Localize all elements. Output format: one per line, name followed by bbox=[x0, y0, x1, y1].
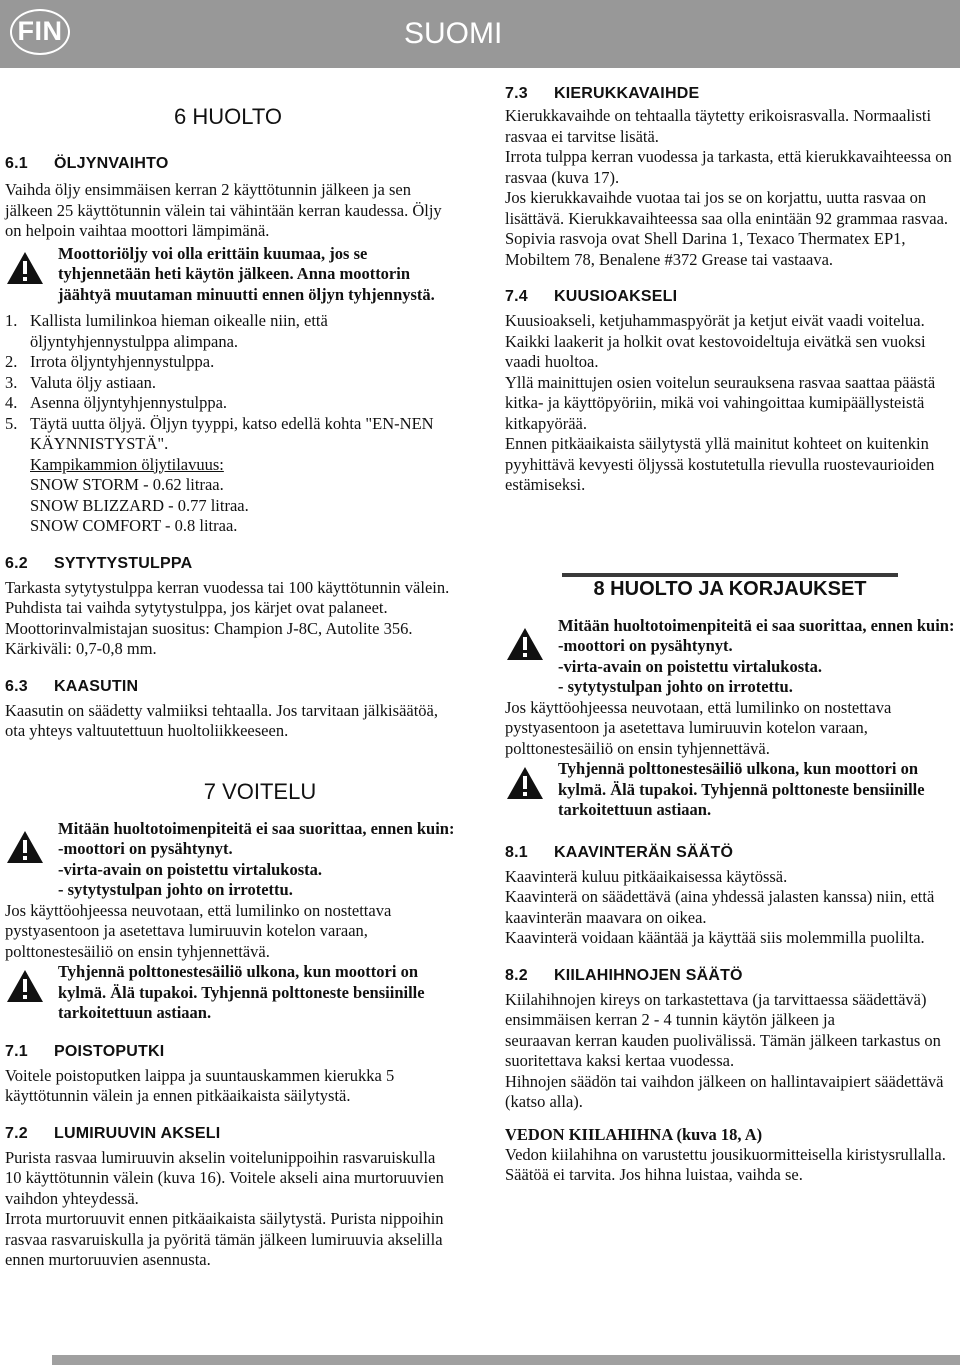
left-column bbox=[5, 82, 455, 1271]
list-item bbox=[5, 393, 455, 414]
warning-icon bbox=[5, 250, 45, 286]
step-text: Kallista lumilinkoa hieman oikealle niin, että öljyntyhjennystulppa alimpana. bbox=[30, 311, 328, 351]
warning-text: -moottori on pysähtynyt. bbox=[58, 839, 233, 858]
list-item bbox=[5, 414, 455, 455]
oil-change-steps bbox=[5, 311, 455, 455]
footer-bar bbox=[52, 1355, 960, 1365]
step-number: 2. bbox=[5, 352, 18, 371]
section-8-2-heading: 8.2 KIILAHIHNOJEN SÄÄTÖ bbox=[505, 966, 743, 984]
capacity-item: SNOW STORM - 0.62 litraa. bbox=[30, 475, 224, 494]
right-column bbox=[505, 84, 955, 1186]
language-badge: FIN bbox=[10, 9, 70, 55]
section-6-3-heading: 6.3 KAASUTIN bbox=[5, 677, 139, 695]
paragraph: Ennen pitkäaikaista säilytystä yllä mainitut kohteet on kuitenkin pyyhittävä kevyesti öljyssä kostutetulla rievulla ruostevaurioiden estämiseksi. bbox=[505, 434, 935, 494]
warning-icon bbox=[5, 829, 45, 865]
step-number: 4. bbox=[5, 393, 18, 412]
paragraph: Voitele poistoputken laippa ja suuntauskammen kierukka 5 käyttötunnin välein ja ennen pitkäaikaista säilytystä. bbox=[5, 1065, 395, 1105]
language-title: SUOMI bbox=[404, 17, 503, 50]
warning-icon bbox=[505, 765, 545, 801]
list-item bbox=[5, 311, 455, 352]
paragraph: Irrota murtoruuvit ennen pitkäaikaista säilytystä. Purista nippoihin rasvaa rasvaruiskulla ja pyöritä tämän jälkeen lumiruuvia akselilla ennen murtoruuvien asennusta. bbox=[5, 1209, 444, 1269]
paragraph: Kärkiväli: 0,7-0,8 mm. bbox=[5, 639, 157, 658]
paragraph: Tarkasta sytytystulppa kerran vuodessa tai 100 käyttötunnin välein. bbox=[5, 577, 450, 597]
warning-text: -virta-avain on poistettu virtalukosta. bbox=[58, 859, 322, 879]
subheading: VEDON KIILAHIHNA (kuva 18, A) bbox=[505, 1124, 763, 1144]
oil-capacity bbox=[5, 455, 455, 537]
paragraph: Kaavinterä on säädettävä (aina yhdessä jalasten kanssa) niin, että kaavinterän maavara on oikea. bbox=[505, 887, 935, 927]
chapter-8-rule bbox=[562, 573, 898, 577]
warning-text: - sytytystulpan johto on irrotettu. bbox=[58, 880, 293, 899]
paragraph: Jos käyttöohjeessa neuvotaan, että lumilinko on nostettava pystyasentoon ja asetettava lumiruuvin kotelon varaan, polttonestesäiliö on ensin tyhjennettävä. bbox=[5, 900, 392, 961]
paragraph: Jos käyttöohjeessa neuvotaan, että lumilinko on nostettava pystyasentoon ja asetettava lumiruuvin kotelon varaan, polttonestesäiliö on ensin tyhjennettävä. bbox=[505, 697, 892, 758]
paragraph: Kaasutin on säädetty valmiiksi tehtaalla. Jos tarvitaan jälkisäätöä, ota yhteys valtuutettuun huoltoliikkeeseen. bbox=[5, 700, 438, 740]
paragraph: Kaavinterä kuluu pitkäaikaisessa käytössä. bbox=[505, 866, 788, 886]
paragraph: Irrota tulppa kerran vuodessa ja tarkasta, että kierukkavaihteessa on rasvaa (kuva 17). bbox=[505, 147, 952, 187]
step-number: 1. bbox=[5, 311, 18, 330]
warning-text: Mitään huoltotoimenpiteitä ei saa suorittaa, ennen kuin: bbox=[558, 615, 955, 635]
paragraph: Yllä mainittujen osien voitelun seurauksena rasvaa saattaa päästä kitka- ja käyttöpyöriin, mikä voi vahingoittaa kumipäällysteistä kitkapyörää. bbox=[505, 372, 936, 433]
warning-text: -virta-avain on poistettu virtalukosta. bbox=[558, 656, 822, 676]
paragraph: Kiilahihnojen kireys on tarkastettava (ja tarvittaessa säädettävä) ensimmäisen kerran 2 - 4 tunnin käytön jälkeen ja bbox=[505, 989, 927, 1029]
section-6-1-intro: Vaihda öljy ensimmäisen kerran 2 käyttötunnin jälkeen ja sen jälkeen 25 käyttötunnin välein tai vähintään kerran kaudessa. Öljy on helpoin vaihtaa moottori lämpimänä. bbox=[5, 180, 442, 240]
chapter-6-title: 6 HUOLTO bbox=[174, 104, 282, 129]
paragraph: Sopivia rasvoja ovat Shell Darina 1, Texaco Thermatex EP1, Mobiltem 78, Benalene #372 Grease tai vastaava. bbox=[505, 229, 906, 269]
step-text: Valuta öljy astiaan. bbox=[30, 372, 157, 392]
section-6-2-heading: 6.2 SYTYTYSTULPPA bbox=[5, 554, 193, 572]
fuel-warning bbox=[5, 962, 455, 1024]
warning-text: -moottori on pysähtynyt. bbox=[558, 636, 733, 655]
capacity-item: SNOW BLIZZARD - 0.77 litraa. bbox=[30, 495, 249, 515]
step-text: Asenna öljyntyhjennystulppa. bbox=[30, 393, 228, 412]
warning-text: Tyhjennä polttonestesäiliö ulkona, kun moottori on kylmä. Älä tupakoi. Tyhjennä polttoneste bensiinille tarkoitettuun astiaan. bbox=[58, 962, 425, 1022]
section-7-4-heading: 7.4 KUUSIOAKSELI bbox=[505, 288, 678, 305]
paragraph: Kaavinterä voidaan kääntää ja käyttää siis molemmilla puolilta. bbox=[505, 928, 925, 947]
list-item bbox=[5, 373, 455, 394]
header-bar bbox=[0, 0, 960, 68]
hot-oil-warning bbox=[5, 244, 455, 306]
fuel-warning bbox=[505, 759, 955, 821]
warning-text: Moottoriöljy voi olla erittäin kuumaa, jos se tyhjennetään heti käytön jälkeen. Anna moottorin jäähtyä muutaman minuutti ennen öljyn tyhjennystä. bbox=[58, 243, 435, 304]
step-number: 5. bbox=[5, 413, 18, 433]
warning-text: Tyhjennä polttonestesäiliö ulkona, kun moottori on kylmä. Älä tupakoi. Tyhjennä polttoneste bensiinille tarkoitettuun astiaan. bbox=[558, 759, 925, 819]
warning-text: Mitään huoltotoimenpiteitä ei saa suorittaa, ennen kuin: bbox=[58, 818, 455, 838]
chapter-7-title: 7 VOITELU bbox=[203, 778, 317, 804]
paragraph: Puhdista tai vaihda sytytystulppa, jos kärjet ovat palaneet. Moottorinvalmistajan suositus: Champion J-8C, Autolite 356. bbox=[5, 598, 413, 638]
warning-text: - sytytystulpan johto on irrotettu. bbox=[558, 677, 793, 696]
paragraph: Jos kierukkavaihde vuotaa tai jos se on korjattu, uutta rasvaa on lisättävä. Kierukkavaihteessa saa olla enintään 92 grammaa rasvaa. bbox=[505, 188, 949, 228]
paragraph: Kierukkavaihde on tehtaalla täytetty erikoisrasvalla. Normaalisti rasvaa ei tarvitse lisätä. bbox=[505, 106, 932, 146]
list-item bbox=[5, 352, 455, 373]
step-number: 3. bbox=[5, 372, 18, 392]
paragraph: Kuusioakseli, ketjuhammaspyörät ja ketjut eivät vaadi voitelua. Kaikki laakerit ja holkit ovat kestovoideltuja eivätkä sen vuoksi vaadi huoltoa. bbox=[505, 311, 926, 371]
section-6-1-heading: 6.1 ÖLJYNVAIHTO bbox=[5, 155, 169, 172]
maintenance-warning bbox=[505, 616, 955, 698]
warning-icon bbox=[5, 968, 45, 1004]
maintenance-warning bbox=[5, 819, 455, 840]
paragraph: Vedon kiilahihna on varustettu jousikuormitteisella kiristysrullalla. Säätöä ei tarvita. Jos hihna luistaa, vaihda se. bbox=[505, 1144, 946, 1184]
step-text: Täytä uutta öljyä. Öljyn tyyppi, katso edellä kohta "EN-NEN KÄYNNISTYSTÄ". bbox=[30, 413, 434, 453]
capacity-item: SNOW COMFORT - 0.8 litraa. bbox=[30, 516, 238, 535]
paragraph: Hihnojen säädön tai vaihdon jälkeen on hallintavaipiert säädettävä (katso alla). bbox=[505, 1071, 944, 1111]
chapter-8-title: 8 HUOLTO JA KORJAUKSET bbox=[593, 577, 867, 600]
section-7-2-heading: 7.2 LUMIRUUVIN AKSELI bbox=[5, 1124, 221, 1142]
section-8-1-heading: 8.1 KAAVINTERÄN SÄÄTÖ bbox=[505, 843, 734, 861]
warning-icon bbox=[505, 626, 545, 662]
step-text: Irrota öljyntyhjennystulppa. bbox=[30, 352, 215, 371]
paragraph: seuraavan kerran kauden puolivälissä. Tämän jälkeen tarkastus on suoritettava kaksi kertaa vuodessa. bbox=[505, 1030, 941, 1070]
section-7-1-heading: 7.1 POISTOPUTKI bbox=[5, 1042, 165, 1060]
section-7-3-heading: 7.3 KIERUKKAVAIHDE bbox=[505, 85, 700, 102]
capacity-title: Kampikammion öljytilavuus: bbox=[30, 454, 224, 474]
paragraph: Purista rasvaa lumiruuvin akselin voitelunippoihin rasvaruiskulla 10 käyttötunnin välein (kuva 16). Voitele akseli aina murtoruuvien vaihdon yhteydessä. bbox=[5, 1147, 444, 1208]
